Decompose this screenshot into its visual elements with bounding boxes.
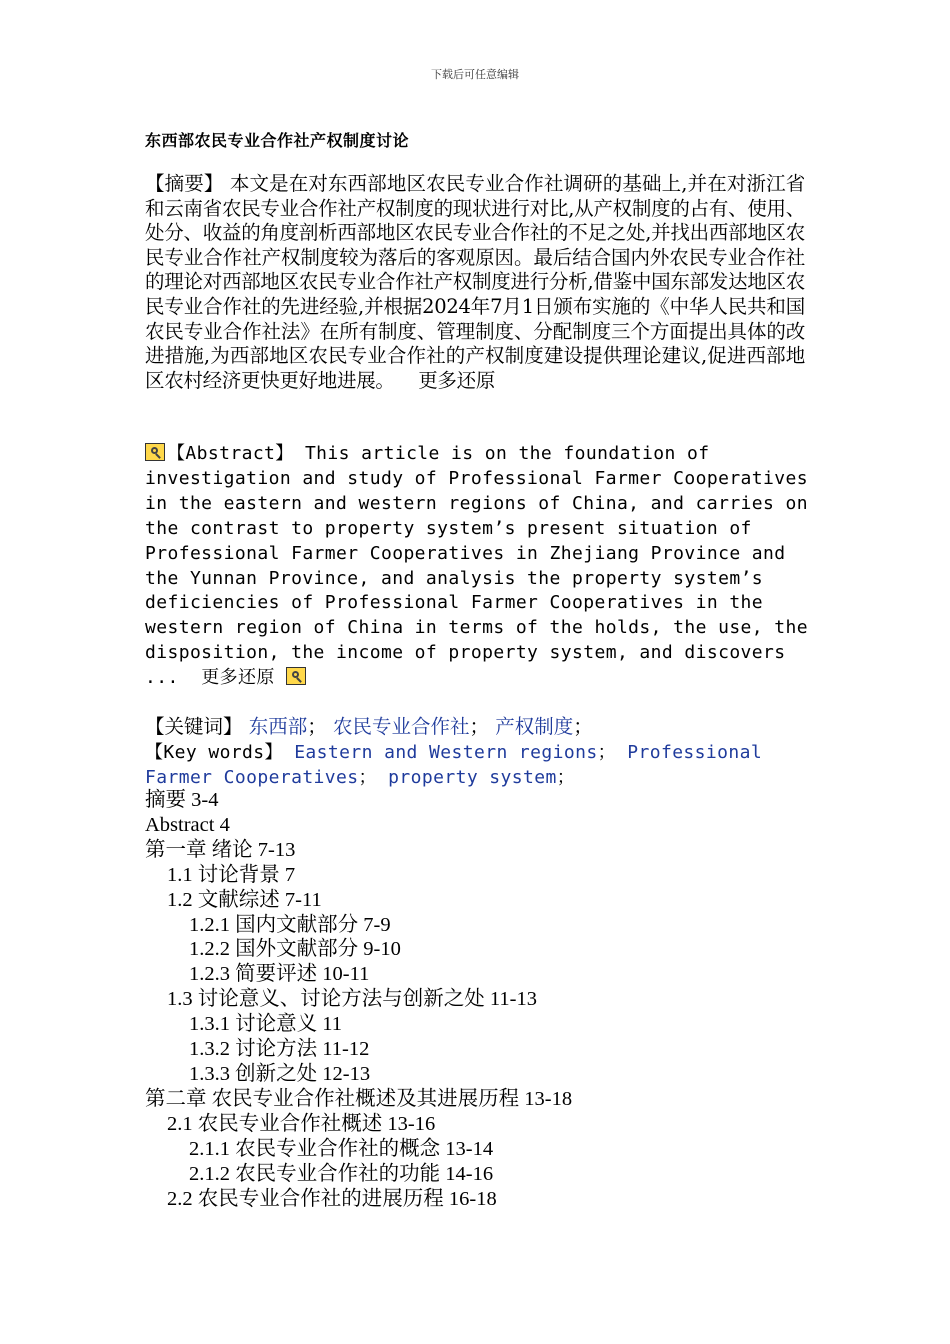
keyword-separator: ； <box>469 715 489 738</box>
keyword-separator: ； <box>358 767 377 788</box>
more-restore-link[interactable]: 更多还原 <box>418 368 496 392</box>
toc-entry: 1.2.1 国内文献部分 7-9 <box>189 913 391 936</box>
toc-entry: 1.1 讨论背景 7 <box>167 863 296 886</box>
keyword-en-link[interactable]: Professional Farmer Cooperatives <box>145 742 763 788</box>
toc-entry: 2.1.2 农民专业合作社的功能 14-16 <box>189 1162 494 1185</box>
keyword-separator: ； <box>307 715 327 738</box>
toc-entry: 摘要 3-4 <box>145 789 219 811</box>
toc-entry: 1.2.3 简要评述 10-11 <box>189 963 370 986</box>
keyword-link[interactable]: 产权制度 <box>495 715 574 738</box>
keyword-link[interactable]: 农民专业合作社 <box>332 715 470 738</box>
toc-entry: 1.2.2 国外文献部分 9-10 <box>189 938 401 961</box>
abstract-english <box>145 442 810 691</box>
toc-entry: 2.1.1 农民专业合作社的概念 13-14 <box>189 1137 494 1160</box>
keywords-en-label: 【Key words】 <box>145 742 283 763</box>
toc-entry: 1.3 讨论意义、讨论方法与创新之处 11-13 <box>167 988 537 1011</box>
keywords-english <box>145 740 810 790</box>
restore-icon[interactable] <box>145 443 165 461</box>
abstract-en-text: This article is on the foundation of investigation and study of Professional Farmer Cooperatives in the eastern and western regions of China, and carries on the contrast to property system’s present situation of Professional Farmer Cooperatives in Zhejiang Province and the Yunnan Province, and analysis the property system’s deficiencies of Professional Farmer Cooperatives in the western region of China in terms of the holds, the use, the disposition, the income of property system, and discovers ... <box>145 443 808 689</box>
keywords-label: 【关键词】 <box>145 715 243 738</box>
more-restore-link-en[interactable]: 更多还原 <box>201 667 275 689</box>
abstract-text: 本文是在对东西部地区农民专业合作社调研的基础上,并在对浙江省和云南省农民专业合作社产权制度的现状进行对比,从产权制度的占有、使用、处分、收益的角度剖析西部地区农民专业合作社的不足之处,并找出西部地区农民专业合作社产权制度较为落后的客观原因。最后结合国内外农民专业合作社的理论对西部地区农民专业合作社产权制度进行分析,借鉴中国东部发达地区农民专业合作社的先进经验,并根据2024年7月1日颁布实施的《中华人民共和国农民专业合作社法》在所有制度、管理制度、分配制度三个方面提出具体的改进措施,为西部地区农民专业合作社的产权制度建设提供理论建议,促进西部地区农村经济更快更好地进展。 <box>145 172 805 392</box>
keywords-chinese <box>145 714 805 739</box>
keyword-separator: ； <box>573 715 593 738</box>
toc-entry: 第一章 绪论 7-13 <box>145 838 296 861</box>
toc-entry: 1.2 文献综述 7-11 <box>167 888 322 911</box>
keyword-en-link[interactable]: property system <box>388 767 557 788</box>
toc-entry: 1.3.3 创新之处 12-13 <box>189 1062 371 1085</box>
abstract-en-label: 【Abstract】 <box>167 443 294 464</box>
table-of-contents <box>145 788 805 1211</box>
page-header: 下载后可任意编辑 <box>431 68 519 81</box>
toc-entry: 1.3.1 讨论意义 11 <box>189 1013 342 1036</box>
keyword-separator: ； <box>597 742 616 763</box>
restore-icon[interactable] <box>286 667 306 685</box>
toc-entry: Abstract 4 <box>145 813 230 836</box>
toc-entry: 2.1 农民专业合作社概述 13-16 <box>167 1112 436 1135</box>
toc-entry: 2.2 农民专业合作社的进展历程 16-18 <box>167 1187 497 1210</box>
keyword-link[interactable]: 东西部 <box>248 715 308 738</box>
toc-entry: 第二章 农民专业合作社概述及其进展历程 13-18 <box>145 1087 573 1110</box>
keyword-separator: ； <box>556 767 576 788</box>
document-title: 东西部农民专业合作社产权制度讨论 <box>145 131 410 150</box>
abstract-chinese <box>145 172 805 393</box>
toc-entry: 1.3.2 讨论方法 11-12 <box>189 1038 370 1061</box>
keyword-en-link[interactable]: Eastern and Western regions <box>294 742 598 763</box>
abstract-label: 【摘要】 <box>145 172 224 195</box>
